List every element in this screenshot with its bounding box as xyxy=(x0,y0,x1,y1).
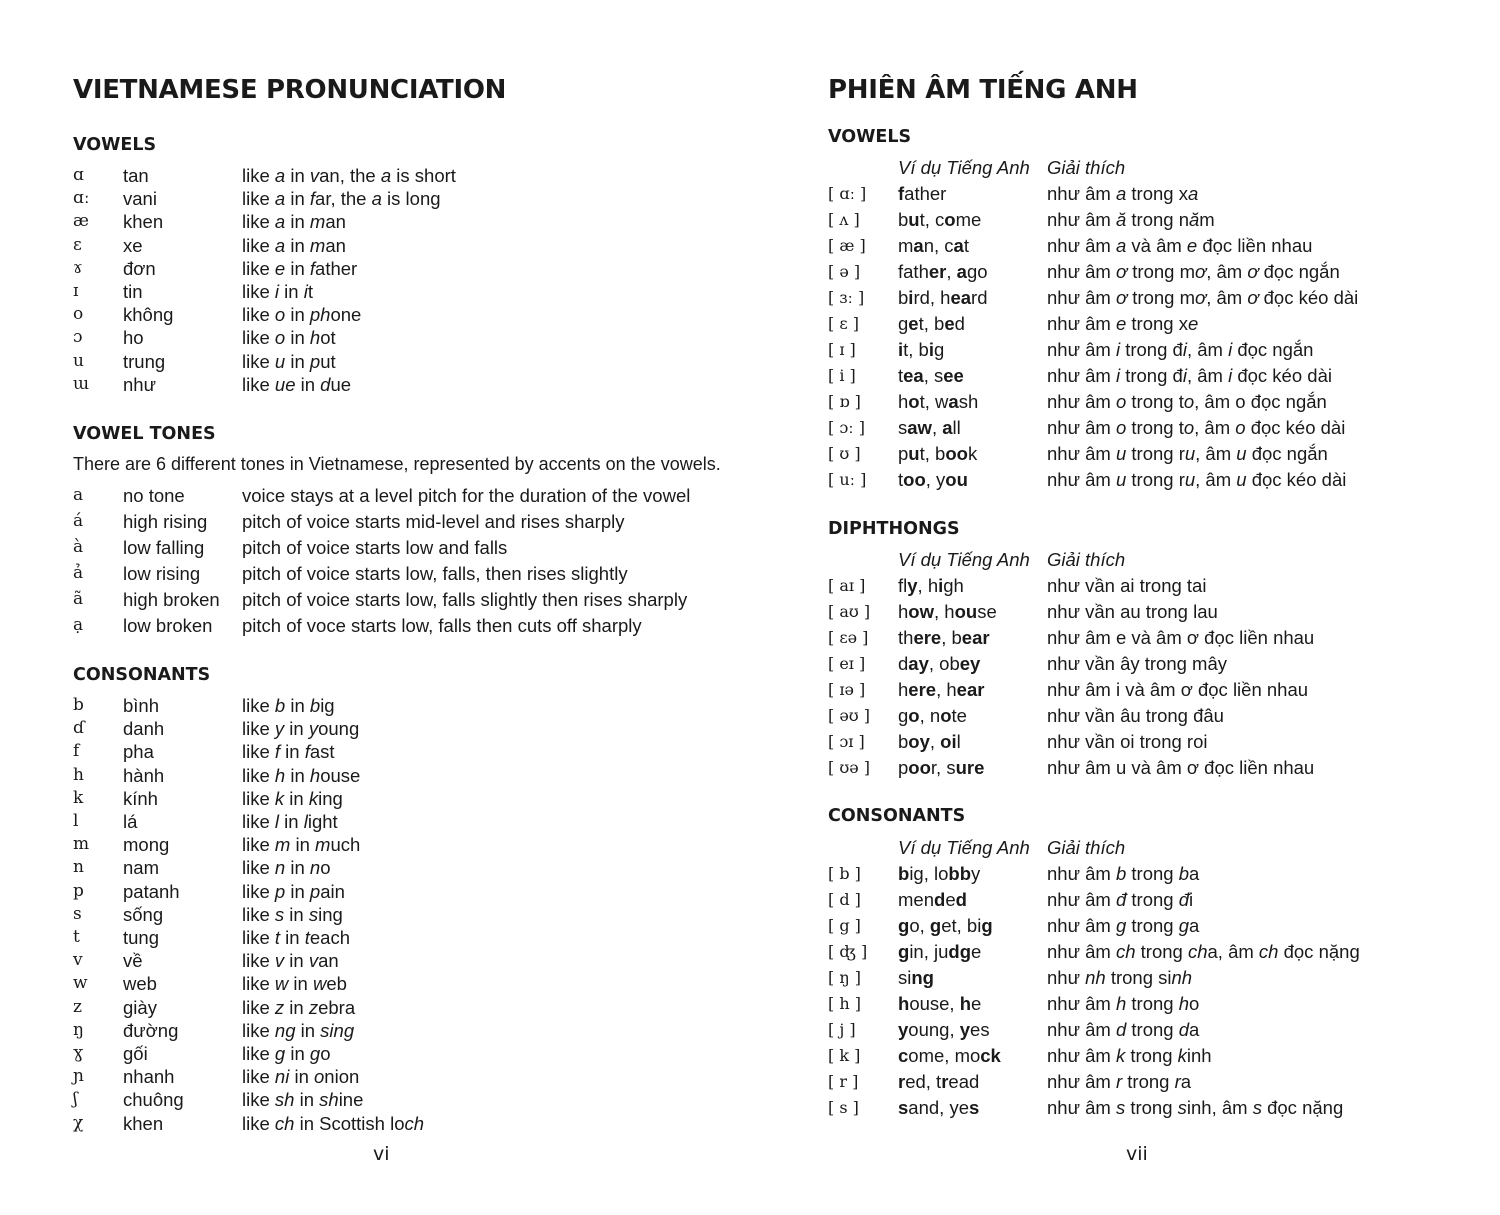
english-example: go, note xyxy=(898,705,967,726)
consonants-heading: CONSONANTS xyxy=(73,665,211,685)
description: like a in man xyxy=(242,234,346,256)
symbol: ɔ xyxy=(73,327,83,348)
english-example: tea, see xyxy=(898,365,964,386)
description: like a in van, the a is short xyxy=(242,165,456,186)
example-word: hành xyxy=(123,764,165,786)
example-word: web xyxy=(123,973,157,995)
description: like y in young xyxy=(242,718,360,740)
ipa-symbol: [ ɪ ] xyxy=(828,340,856,359)
example-word: tung xyxy=(123,927,160,948)
explanation: như âm ơ trong mơ, âm ơ đọc kéo dài xyxy=(1047,287,1359,308)
column-header-example: Ví dụ Tiếng Anh xyxy=(898,157,1030,178)
symbol: ɤ xyxy=(73,257,83,278)
example-word: low falling xyxy=(123,537,205,558)
description: like g in go xyxy=(242,1043,331,1064)
symbol: ɯ xyxy=(73,373,90,394)
explanation: như âm đ trong đi xyxy=(1047,889,1194,910)
symbol: z xyxy=(73,996,82,1017)
english-example: day, obey xyxy=(898,653,981,674)
example-word: low broken xyxy=(123,615,213,636)
description: like z in zebra xyxy=(242,996,356,1018)
ipa-symbol: [ i ] xyxy=(828,366,856,385)
english-example: mended xyxy=(898,889,967,910)
ipa-symbol: [ ʊə ] xyxy=(828,758,871,777)
description: like b in big xyxy=(242,695,335,716)
english-example: man, cat xyxy=(898,235,969,256)
symbol: k xyxy=(73,787,84,808)
ipa-symbol: [ uː ] xyxy=(828,470,867,489)
example-word: trung xyxy=(123,350,166,372)
explanation: như âm u trong ru, âm u đọc kéo dài xyxy=(1047,469,1347,490)
english-example: put, book xyxy=(898,443,978,464)
description: pitch of voce starts low, falls then cuts off sharply xyxy=(242,615,642,636)
example-word: nam xyxy=(123,857,159,879)
page-title: VIETNAMESE PRONUNCIATION xyxy=(73,75,507,105)
explanation: như âm o trong to, âm o đọc kéo dài xyxy=(1047,417,1346,438)
vowels-heading: VOWELS xyxy=(828,127,912,147)
ipa-symbol: [ ɛ ] xyxy=(828,314,859,333)
english-example: sand, yes xyxy=(898,1097,980,1118)
description: pitch of voice starts mid-level and rises sharply xyxy=(242,511,625,532)
page-title: PHIÊN ÂM TIẾNG ANH xyxy=(828,75,1138,105)
example-word: khen xyxy=(123,211,164,233)
example-word: no tone xyxy=(123,485,185,506)
ipa-symbol: [ s ] xyxy=(828,1098,859,1117)
description: like l in light xyxy=(242,811,338,832)
english-example: poor, sure xyxy=(898,757,985,778)
description: voice stays at a level pitch for the duration of the vowel xyxy=(242,485,691,506)
english-example: come, mock xyxy=(898,1045,1001,1066)
explanation: như âm ơ trong mơ, âm ơ đọc ngắn xyxy=(1047,261,1340,282)
explanation: như vần ai trong tai xyxy=(1047,575,1207,596)
english-example: get, bed xyxy=(898,313,965,334)
ipa-symbol: [ ɔɪ ] xyxy=(828,732,865,751)
symbol: ả xyxy=(73,563,84,583)
symbol: ɗ xyxy=(73,718,85,739)
consonants-heading: CONSONANTS xyxy=(828,806,966,826)
ipa-symbol: [ ʤ ] xyxy=(828,942,868,961)
ipa-symbol: [ ʊ ] xyxy=(828,444,861,463)
explanation: như âm a trong xa xyxy=(1047,183,1199,204)
description: like p in pain xyxy=(242,880,345,902)
description: like ch in Scottish loch xyxy=(242,1112,425,1134)
description: like s in sing xyxy=(242,903,343,925)
ipa-symbol: [ b ] xyxy=(828,864,861,883)
description: pitch of voice starts low, falls slightly then rises sharply xyxy=(242,589,688,610)
symbol: h xyxy=(73,764,84,785)
english-example: hot, wash xyxy=(898,391,979,412)
symbol: ɑː xyxy=(73,188,90,209)
example-word: tin xyxy=(123,281,143,302)
symbol: w xyxy=(73,973,88,994)
example-word: patanh xyxy=(123,880,180,902)
english-example: big, lobby xyxy=(898,863,981,884)
ipa-symbol: [ ɜː ] xyxy=(828,288,865,307)
description: like ue in due xyxy=(242,373,352,395)
explanation: như nh trong sinh xyxy=(1047,967,1193,988)
vowels-heading: VOWELS xyxy=(73,135,157,155)
explanation: như vần ây trong mây xyxy=(1047,653,1228,674)
english-example: fly, high xyxy=(898,575,964,596)
english-example: gin, judge xyxy=(898,941,982,962)
explanation: như âm k trong kinh xyxy=(1047,1045,1212,1066)
example-word: đơn xyxy=(123,257,156,279)
description: pitch of voice starts low, falls, then rises slightly xyxy=(242,563,628,584)
description: like a in far, the a is long xyxy=(242,188,441,210)
description: like v in van xyxy=(242,950,339,972)
column-header-example: Ví dụ Tiếng Anh xyxy=(898,549,1030,570)
symbol: ɣ xyxy=(73,1043,84,1063)
ipa-symbol: [ j ] xyxy=(828,1020,856,1039)
description: like h in house xyxy=(242,764,361,786)
example-word: ho xyxy=(123,327,144,349)
description: like a in man xyxy=(242,211,346,233)
english-example: boy, oil xyxy=(898,731,961,752)
english-example: saw, all xyxy=(898,417,961,438)
ipa-symbol: [ ɑː ] xyxy=(828,184,867,203)
explanation: như âm e và âm ơ đọc liền nhau xyxy=(1047,627,1315,648)
symbol: a xyxy=(73,485,84,505)
symbol: n xyxy=(73,857,84,878)
symbol: o xyxy=(73,304,84,325)
example-word: không xyxy=(123,304,174,326)
explanation: như âm ă trong năm xyxy=(1047,209,1215,230)
english-example: here, hear xyxy=(898,679,985,700)
description: like m in much xyxy=(242,834,361,856)
symbol: t xyxy=(73,927,80,947)
ipa-symbol: [ k ] xyxy=(828,1046,861,1065)
page-number: vi xyxy=(373,1143,390,1165)
example-word: xe xyxy=(123,234,143,256)
english-example: father xyxy=(898,183,947,204)
english-example: sing xyxy=(898,967,934,988)
symbol: m xyxy=(73,834,90,855)
symbol: ɑ xyxy=(73,165,84,185)
page-number: vii xyxy=(1126,1143,1148,1165)
example-word: lá xyxy=(123,811,138,832)
example-word: danh xyxy=(123,718,165,740)
explanation: như âm e trong xe xyxy=(1047,313,1199,334)
ipa-symbol: [ eɪ ] xyxy=(828,654,866,673)
description: like sh in shine xyxy=(242,1089,364,1111)
explanation: như âm h trong ho xyxy=(1047,993,1200,1014)
ipa-symbol: [ ɔː ] xyxy=(828,418,866,437)
ipa-symbol: [ æ ] xyxy=(828,236,866,255)
ipa-symbol: [ d ] xyxy=(828,890,861,909)
symbol: ạ xyxy=(73,615,84,635)
symbol: v xyxy=(73,950,83,971)
tones-intro: There are 6 different tones in Vietnamese, represented by accents on the vowels. xyxy=(73,454,721,474)
explanation: như âm r trong ra xyxy=(1047,1071,1192,1092)
symbol: l xyxy=(73,811,79,831)
english-example: but, come xyxy=(898,209,982,230)
example-word: về xyxy=(123,950,143,972)
example-word: high broken xyxy=(123,589,220,610)
symbol: æ xyxy=(73,211,89,232)
symbol: u xyxy=(73,350,84,371)
example-word: vani xyxy=(123,188,157,210)
english-example: there, bear xyxy=(898,627,990,648)
example-word: nhanh xyxy=(123,1066,175,1088)
description: like w in web xyxy=(242,973,347,995)
english-example: red, tread xyxy=(898,1071,980,1092)
explanation: như âm b trong ba xyxy=(1047,863,1200,884)
description: like o in hot xyxy=(242,327,336,349)
symbol: b xyxy=(73,695,84,715)
example-word: đường xyxy=(123,1019,179,1041)
example-word: tan xyxy=(123,165,149,186)
explanation: như âm o trong to, âm o đọc ngắn xyxy=(1047,391,1327,412)
description: like u in put xyxy=(242,350,336,372)
ipa-symbol: [ g ] xyxy=(828,916,861,935)
symbol: ŋ xyxy=(73,1019,84,1040)
symbol: à xyxy=(73,537,84,557)
english-example: house, he xyxy=(898,993,982,1014)
symbol: á xyxy=(73,511,84,531)
description: like k in king xyxy=(242,787,343,809)
description: like e in father xyxy=(242,257,358,279)
ipa-symbol: [ ɒ ] xyxy=(828,392,861,411)
description: like ng in sing xyxy=(242,1019,355,1041)
column-header-example: Ví dụ Tiếng Anh xyxy=(898,837,1030,858)
symbol: ʃ xyxy=(73,1089,78,1110)
diphthongs-heading: DIPHTHONGS xyxy=(828,519,960,539)
column-header-explanation: Giải thích xyxy=(1047,837,1126,858)
description: like n in no xyxy=(242,857,331,879)
explanation: như âm i trong đi, âm i đọc kéo dài xyxy=(1047,365,1332,386)
english-example: bird, heard xyxy=(898,287,988,308)
example-word: giày xyxy=(123,996,157,1018)
symbol: ɪ xyxy=(73,281,79,301)
english-example: father, ago xyxy=(898,261,988,282)
column-header-explanation: Giải thích xyxy=(1047,157,1126,178)
explanation: như vần au trong lau xyxy=(1047,601,1218,622)
example-word: bình xyxy=(123,695,160,716)
symbol: f xyxy=(73,741,80,762)
symbol: ã xyxy=(73,589,84,609)
example-word: như xyxy=(123,373,156,395)
ipa-symbol: [ ŋ ] xyxy=(828,968,861,987)
explanation: như âm ch trong cha, âm ch đọc nặng xyxy=(1047,941,1360,962)
explanation: như vần âu trong đâu xyxy=(1047,705,1224,726)
description: pitch of voice starts low and falls xyxy=(242,537,508,558)
ipa-symbol: [ aɪ ] xyxy=(828,576,866,595)
ipa-symbol: [ ɛə ] xyxy=(828,628,869,647)
symbol: s xyxy=(73,903,82,924)
example-word: pha xyxy=(123,741,154,763)
example-word: high rising xyxy=(123,511,208,532)
english-example: young, yes xyxy=(898,1019,990,1040)
explanation: như âm a và âm e đọc liền nhau xyxy=(1047,235,1313,256)
example-word: khen xyxy=(123,1112,164,1134)
symbol: ɛ xyxy=(73,234,82,255)
ipa-symbol: [ ʌ ] xyxy=(828,210,860,229)
explanation: như âm d trong da xyxy=(1047,1019,1200,1040)
explanation: như âm s trong sinh, âm s đọc nặng xyxy=(1047,1097,1344,1118)
ipa-symbol: [ r ] xyxy=(828,1072,859,1091)
example-word: chuông xyxy=(123,1089,184,1111)
column-header-explanation: Giải thích xyxy=(1047,549,1126,570)
symbol: ɲ xyxy=(73,1066,84,1087)
explanation: như âm u trong ru, âm u đọc ngắn xyxy=(1047,443,1328,464)
example-word: mong xyxy=(123,834,170,856)
description: like o in phone xyxy=(242,304,362,326)
explanation: như âm u và âm ơ đọc liền nhau xyxy=(1047,757,1315,778)
symbol: χ xyxy=(73,1112,84,1133)
english-example: how, house xyxy=(898,601,997,622)
ipa-symbol: [ əʊ ] xyxy=(828,706,871,725)
example-word: low rising xyxy=(123,563,201,584)
vowel-tones-heading: VOWEL TONES xyxy=(73,424,216,444)
description: like t in teach xyxy=(242,927,350,948)
ipa-symbol: [ h ] xyxy=(828,994,861,1013)
explanation: như âm i và âm ơ đọc liền nhau xyxy=(1047,679,1309,700)
english-example: it, big xyxy=(898,339,945,360)
english-example: go, get, big xyxy=(898,915,993,936)
example-word: sống xyxy=(123,903,164,925)
ipa-symbol: [ aʊ ] xyxy=(828,602,871,621)
symbol: p xyxy=(73,880,84,901)
ipa-symbol: [ ə ] xyxy=(828,262,861,281)
explanation: như âm g trong ga xyxy=(1047,915,1200,936)
explanation: như âm i trong đi, âm i đọc ngắn xyxy=(1047,339,1314,360)
explanation: như vần oi trong roi xyxy=(1047,731,1208,752)
description: like i in it xyxy=(242,281,313,302)
example-word: kính xyxy=(123,787,158,809)
description: like ni in onion xyxy=(242,1066,360,1088)
english-example: too, you xyxy=(898,469,968,490)
description: like f in fast xyxy=(242,741,335,763)
ipa-symbol: [ ɪə ] xyxy=(828,680,866,699)
example-word: gối xyxy=(123,1043,148,1064)
